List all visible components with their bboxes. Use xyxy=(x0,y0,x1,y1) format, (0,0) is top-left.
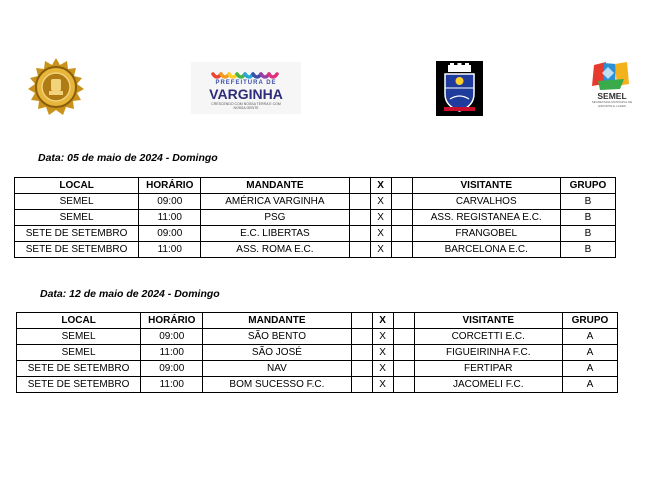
cell-home-score xyxy=(351,345,372,361)
cell-local: SEMEL xyxy=(17,329,141,345)
cell-x: X xyxy=(370,226,391,242)
header-mandante: MANDANTE xyxy=(203,313,351,329)
cell-horario: 11:00 xyxy=(141,345,203,361)
cell-visitante: CARVALHOS xyxy=(412,194,560,210)
cell-horario: 09:00 xyxy=(139,226,201,242)
header-horario: HORÁRIO xyxy=(141,313,203,329)
cell-away-score xyxy=(391,194,412,210)
cell-x: X xyxy=(372,377,393,393)
cell-home-score xyxy=(351,361,372,377)
cell-visitante: JACOMELI F.C. xyxy=(414,377,562,393)
cell-x: X xyxy=(370,242,391,258)
cell-visitante: FRANGOBEL xyxy=(412,226,560,242)
table-row xyxy=(15,226,616,242)
cell-mandante: NAV xyxy=(203,361,351,377)
table-row xyxy=(17,345,618,361)
cell-mandante: PSG xyxy=(201,210,349,226)
round-2-date: Data: 12 de maio de 2024 - Domingo xyxy=(40,288,220,300)
cell-horario: 09:00 xyxy=(141,361,203,377)
cell-x: X xyxy=(372,361,393,377)
header-local: LOCAL xyxy=(17,313,141,329)
header-visitante: VISITANTE xyxy=(414,313,562,329)
cell-horario: 11:00 xyxy=(141,377,203,393)
header-x: X xyxy=(370,178,391,194)
cell-grupo: A xyxy=(562,345,617,361)
varginha-logo-line1: PREFEITURA DE xyxy=(215,80,277,86)
cell-mandante: BOM SUCESSO F.C. xyxy=(203,377,351,393)
cell-grupo: B xyxy=(560,226,615,242)
table-row xyxy=(15,194,616,210)
cell-mandante: AMÉRICA VARGINHA xyxy=(201,194,349,210)
table-row xyxy=(17,377,618,393)
cell-home-score xyxy=(349,242,370,258)
cell-local: SEMEL xyxy=(15,194,139,210)
header-empty-right xyxy=(391,178,412,194)
city-crest-icon xyxy=(436,61,483,116)
header-grupo: GRUPO xyxy=(562,313,617,329)
cell-x: X xyxy=(372,329,393,345)
semel-logo-sub: SECRETARIA MUNICIPAL DE ESPORTE E LAZER xyxy=(591,100,633,108)
semel-flags-icon xyxy=(588,59,636,93)
cell-horario: 09:00 xyxy=(141,329,203,345)
gold-seal-logo xyxy=(25,57,87,117)
cell-home-score xyxy=(349,226,370,242)
table-row xyxy=(15,242,616,258)
cell-mandante: E.C. LIBERTAS xyxy=(201,226,349,242)
cell-horario: 11:00 xyxy=(139,242,201,258)
cell-x: X xyxy=(370,194,391,210)
cell-away-score xyxy=(393,345,414,361)
header-grupo: GRUPO xyxy=(560,178,615,194)
cell-horario: 09:00 xyxy=(139,194,201,210)
table-row xyxy=(15,210,616,226)
cell-horario: 11:00 xyxy=(139,210,201,226)
cell-x: X xyxy=(372,345,393,361)
header-empty-left xyxy=(349,178,370,194)
cell-away-score xyxy=(391,210,412,226)
cell-home-score xyxy=(349,194,370,210)
varginha-logo-line3: CRESCENDO COM NOSSA TERRA E COM NOSSA GENTE xyxy=(211,102,281,110)
cell-x: X xyxy=(370,210,391,226)
cell-grupo: B xyxy=(560,210,615,226)
header-x: X xyxy=(372,313,393,329)
cell-local: SETE DE SETEMBRO xyxy=(15,226,139,242)
semel-logo xyxy=(588,59,636,111)
cell-visitante: FIGUEIRINHA F.C. xyxy=(414,345,562,361)
cell-local: SEMEL xyxy=(17,345,141,361)
varginha-logo-line2: VARGINHA xyxy=(209,86,283,102)
cell-visitante: FERTIPAR xyxy=(414,361,562,377)
header-empty-left xyxy=(351,313,372,329)
cell-mandante: SÃO BENTO xyxy=(203,329,351,345)
cell-grupo: A xyxy=(562,361,617,377)
cell-grupo: B xyxy=(560,242,615,258)
semel-logo-label: SEMEL xyxy=(597,91,627,101)
cell-local: SETE DE SETEMBRO xyxy=(17,377,141,393)
header-local: LOCAL xyxy=(15,178,139,194)
cell-away-score xyxy=(393,329,414,345)
city-crest-logo xyxy=(436,61,483,116)
cell-local: SETE DE SETEMBRO xyxy=(17,361,141,377)
header-mandante: MANDANTE xyxy=(201,178,349,194)
cell-visitante: BARCELONA E.C. xyxy=(412,242,560,258)
table-header-row xyxy=(17,313,618,329)
cell-home-score xyxy=(351,329,372,345)
cell-mandante: ASS. ROMA E.C. xyxy=(201,242,349,258)
cell-visitante: ASS. REGISTANEA E.C. xyxy=(412,210,560,226)
table-header-row xyxy=(15,178,616,194)
gold-seal-icon xyxy=(25,57,87,117)
varginha-logo xyxy=(191,62,301,114)
header-empty-right xyxy=(393,313,414,329)
header-visitante: VISITANTE xyxy=(412,178,560,194)
cell-home-score xyxy=(351,377,372,393)
cell-home-score xyxy=(349,210,370,226)
table-row xyxy=(17,329,618,345)
cell-mandante: SÃO JOSÉ xyxy=(203,345,351,361)
cell-away-score xyxy=(391,242,412,258)
cell-visitante: CORCETTI E.C. xyxy=(414,329,562,345)
cell-local: SEMEL xyxy=(15,210,139,226)
cell-away-score xyxy=(393,361,414,377)
table-row xyxy=(17,361,618,377)
cell-grupo: B xyxy=(560,194,615,210)
header-horario: HORÁRIO xyxy=(139,178,201,194)
cell-away-score xyxy=(393,377,414,393)
round-2-table xyxy=(16,312,618,393)
cell-away-score xyxy=(391,226,412,242)
cell-local: SETE DE SETEMBRO xyxy=(15,242,139,258)
cell-grupo: A xyxy=(562,329,617,345)
cell-grupo: A xyxy=(562,377,617,393)
round-1-date: Data: 05 de maio de 2024 - Domingo xyxy=(38,152,218,164)
round-1-table xyxy=(14,177,616,258)
